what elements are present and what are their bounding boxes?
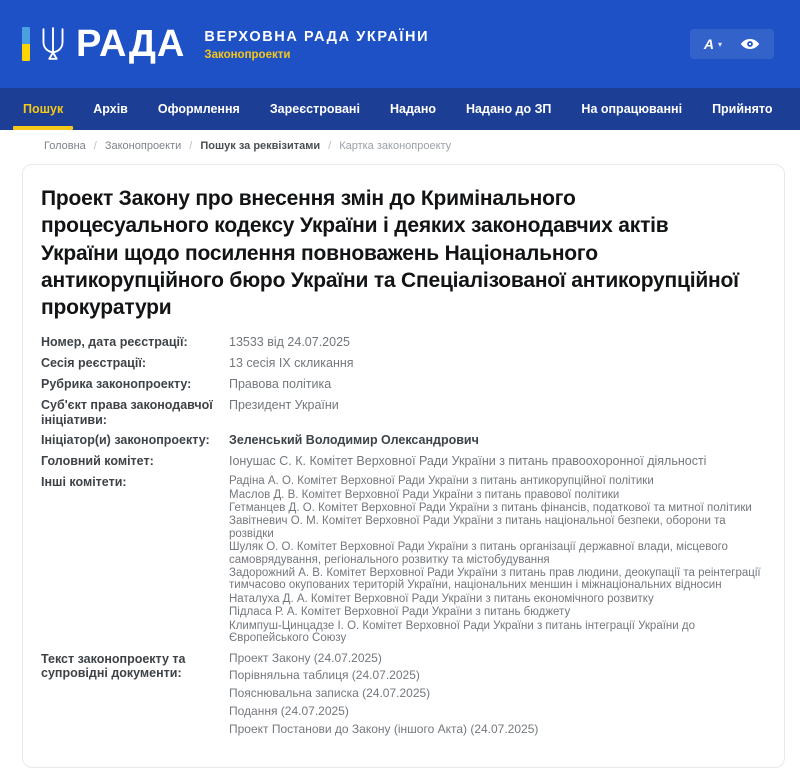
field-label: Текст законопроекту та супровідні документи: [41, 651, 186, 680]
field-registration [41, 335, 764, 350]
field-label: Рубрика законопроекту: [41, 377, 192, 392]
committee-item: Гетманцев Д. О. Комітет Верховної Ради України з питань фінансів, податкової та митної політики [229, 502, 752, 515]
document-link[interactable]: Пояснювальна записка (24.07.2025) [229, 686, 431, 701]
field-label: Інші комітети: [41, 475, 127, 490]
document-list [229, 652, 538, 741]
trident-icon [39, 26, 67, 62]
committee-item: Маслов Д. В. Комітет Верховної Ради України з питань правової політики [229, 488, 620, 501]
breadcrumb-separator: / [328, 140, 332, 152]
breadcrumb [0, 130, 800, 158]
bill-fields [41, 335, 764, 740]
ukraine-flag-icon [22, 27, 30, 61]
field-subject [41, 398, 764, 427]
bill-title: Проект Закону про внесення змін до Кримінального процесуального кодексу України і деяких законодавчих актів України щодо посилення повноважень Національного антикорупційного бюро України та Спеціалізованої антикорупційної прокуратури [41, 187, 739, 320]
committee-item: Наталуха Д. А. Комітет Верховної Ради України з питань економічного розвитку [229, 592, 654, 605]
logo-text: РАДА [76, 23, 186, 65]
committee-item: Підласа Р. А. Комітет Верховної Ради України з питань бюджету [229, 606, 571, 619]
field-value: Правова політика [229, 377, 332, 392]
org-name: ВЕРХОВНА РАДА УКРАЇНИ [204, 29, 430, 45]
header-controls [690, 29, 774, 59]
field-label: Суб'єкт права законодавчої ініціативи: [41, 398, 213, 427]
field-initiator [41, 433, 764, 448]
section-subtitle: Законопроекти [204, 49, 291, 61]
breadcrumb-separator: / [189, 140, 193, 152]
breadcrumb-bill-card: Картка законопроекту [339, 140, 452, 152]
field-label: Сесія реєстрації: [41, 356, 146, 371]
nav-item-submitted[interactable]: Надано [389, 102, 437, 116]
breadcrumb-home[interactable]: Головна [44, 140, 86, 152]
document-link[interactable]: Проект Постанови до Закону (іншого Акта) (24.07.2025) [229, 721, 539, 736]
rada-logo[interactable] [22, 25, 429, 63]
font-size-button[interactable] [704, 36, 722, 52]
chevron-down-icon: ▾ [717, 39, 722, 49]
nav-item-registered[interactable]: Зареєстровані [269, 102, 360, 116]
field-label: Ініціатор(и) законопроекту: [41, 433, 210, 448]
accessibility-eye-button[interactable] [740, 38, 760, 50]
field-label: Головний комітет: [41, 454, 154, 469]
committee-list [229, 475, 764, 645]
field-session [41, 356, 764, 371]
bill-card [22, 164, 785, 768]
nav-item-search[interactable]: Пошук [8, 88, 78, 130]
breadcrumb-separator: / [93, 140, 97, 152]
field-rubric [41, 377, 764, 392]
document-link[interactable]: Порівняльна таблиця (24.07.2025) [229, 668, 420, 683]
document-link[interactable]: Подання (24.07.2025) [229, 703, 349, 718]
field-value: Іонушас С. К. Комітет Верховної Ради України з питань правоохоронної діяльності [229, 454, 707, 469]
nav-item-formatting[interactable]: Оформлення [157, 102, 240, 116]
committee-item: Радіна А. О. Комітет Верховної Ради України з питань антикорупційної політики [229, 475, 654, 488]
field-value: 13533 від 24.07.2025 [229, 335, 350, 350]
field-value: Зеленський Володимир Олександрович [229, 433, 479, 448]
field-documents [41, 652, 764, 741]
field-value: Президент України [229, 398, 339, 413]
field-value: 13 сесія IX скликання [229, 356, 354, 371]
nav-item-archive[interactable]: Архів [93, 102, 128, 116]
committee-item: Шуляк О. О. Комітет Верховної Ради України з питань організації державної влади, місцевого самоврядування, регіонального розвитку та містобудування [229, 541, 728, 566]
nav-item-in-processing[interactable]: На опрацюванні [581, 102, 683, 116]
breadcrumb-search-by-details[interactable]: Пошук за реквізитами [200, 140, 321, 152]
font-size-label: A [703, 36, 714, 52]
eye-icon [740, 38, 760, 50]
org-block [204, 27, 429, 61]
nav-item-adopted[interactable]: Прийнято [712, 102, 773, 116]
nav-item-submitted-to-bills[interactable]: Надано до ЗП [466, 102, 552, 116]
site-header [0, 0, 800, 88]
committee-item: Завітневич О. М. Комітет Верховної Ради України з питань національної безпеки, оборони та розвідки [229, 515, 726, 540]
breadcrumb-bills[interactable]: Законопроекти [104, 140, 182, 152]
field-label: Номер, дата реєстрації: [41, 335, 188, 350]
field-other-committees [41, 475, 764, 645]
main-nav [0, 88, 800, 130]
document-link[interactable]: Проект Закону (24.07.2025) [229, 650, 382, 665]
committee-item: Климпуш-Цинцадзе І. О. Комітет Верховної Ради України з питань інтеграції України до Європейського Союзу [229, 619, 695, 645]
committee-item: Задорожний А. В. Комітет Верховної Ради України з питань прав людини, деокупації та реінтеграції тимчасово окупованих територій України, національних меншин і міжнаціональних відносин [229, 567, 761, 592]
field-main-committee [41, 454, 764, 469]
